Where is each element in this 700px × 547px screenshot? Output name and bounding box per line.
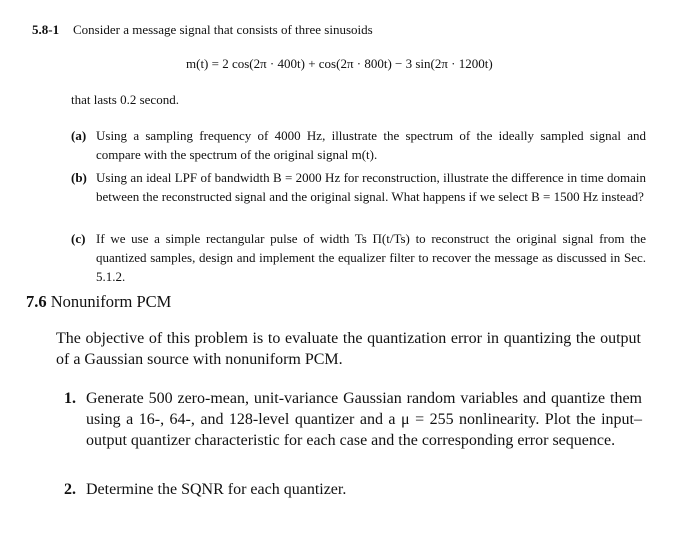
item-number: 1.: [64, 390, 76, 407]
problem-number: 5.8-1: [32, 22, 60, 37]
item-text: Generate 500 zero-mean, unit-variance Gaussian random variables and quantize them using a 16-, 64-, and 128-level quantizer and a μ = 255 nonlinearity. Plot the input–output quantizer characteristic for each case and the corresponding error sequence.: [86, 390, 642, 449]
section-number: 7.6: [26, 292, 47, 311]
part-label: (a): [71, 128, 87, 143]
item-number: 2.: [64, 481, 76, 498]
section-title: Nonuniform PCM: [50, 292, 172, 311]
part-text: Using an ideal LPF of bandwidth B = 2000 Hz for reconstruction, illustrate the difference in time domain between the reconstructed signal and the original signal. What happens if we select B = 1500 Hz instead?: [96, 170, 646, 204]
problem-intro: Consider a message signal that consists of three sinusoids: [73, 22, 373, 37]
part-text: Using a sampling frequency of 4000 Hz, illustrate the spectrum of the ideally sampled signal and compare with the spectrum of the original signal m(t).: [96, 128, 646, 162]
part-label: (c): [71, 231, 86, 246]
section-intro: The objective of this problem is to evaluate the quantization error in quantizing the output of a Gaussian source with nonuniform PCM.: [56, 330, 641, 368]
section-heading: [26, 292, 171, 312]
part-text: If we use a simple rectangular pulse of width Ts Π(t/Ts) to reconstruct the original signal from the quantized samples, design and implement the equalizer filter to recover the message as discussed in Sec. 5.1.2.: [96, 231, 646, 284]
part-label: (b): [71, 170, 87, 185]
item-text: Determine the SQNR for each quantizer.: [86, 481, 347, 498]
signal-duration: that lasts 0.2 second.: [71, 92, 179, 107]
message-equation: m(t) = 2 cos(2π · 400t) + cos(2π · 800t) − 3 sin(2π · 1200t): [186, 56, 493, 71]
